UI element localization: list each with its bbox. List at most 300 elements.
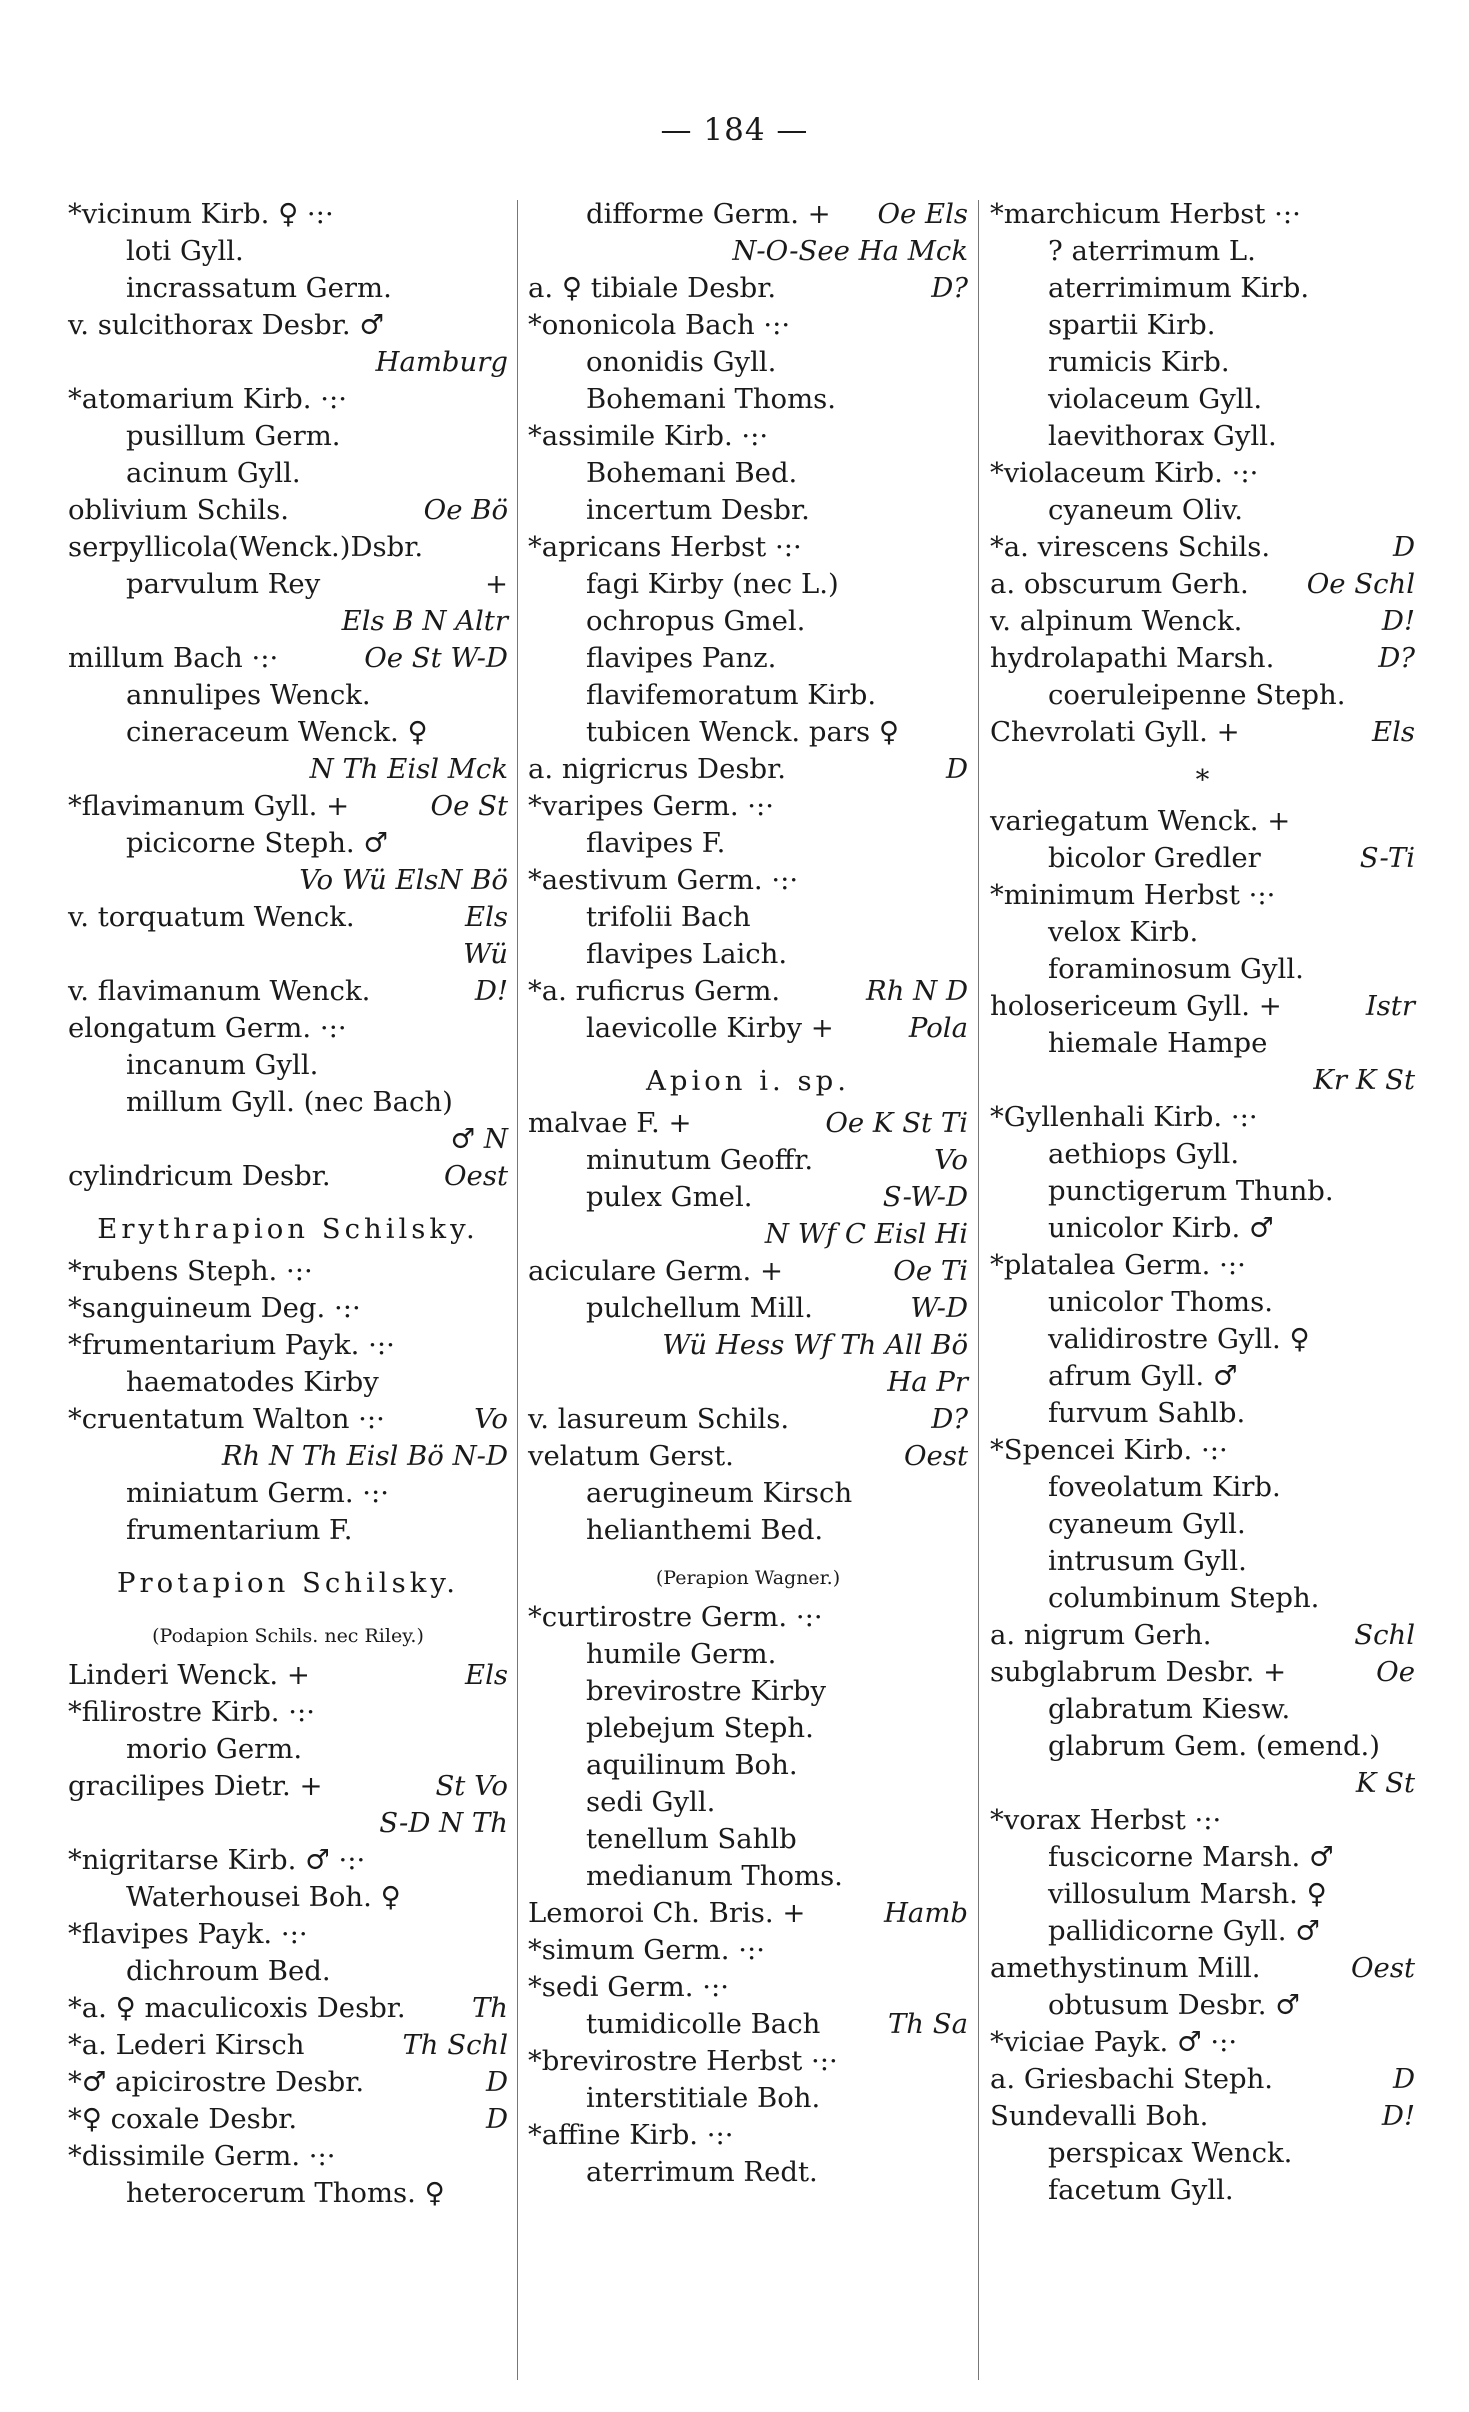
species-name: *frumentarium Payk. ·:· xyxy=(68,1329,395,1361)
species-entry xyxy=(68,1694,508,1731)
species-entry xyxy=(990,1580,1415,1617)
species-name: Bohemani Thoms. xyxy=(586,383,837,415)
distribution-note: Kr K St xyxy=(1313,1064,1415,1096)
species-name: spartii Kirb. xyxy=(1048,309,1216,341)
species-name: *aestivum Germ. ·:· xyxy=(528,864,799,896)
distribution-note: Oe Ti xyxy=(893,1255,968,1287)
species-entry xyxy=(68,233,508,270)
species-name: serpyllicola(Wenck.)Dsbr. xyxy=(68,531,424,563)
species-name: a. obscurum Gerh. xyxy=(990,568,1249,600)
species-name: *flavimanum Gyll. + xyxy=(68,790,350,822)
species-name: v. alpinum Wenck. xyxy=(990,605,1243,637)
species-name: *rubens Steph. ·:· xyxy=(68,1255,313,1287)
column-1 xyxy=(68,196,508,2212)
species-name: coeruleipenne Steph. xyxy=(1048,679,1346,711)
species-entry xyxy=(990,1913,1415,1950)
species-entry xyxy=(528,1636,968,1673)
species-entry xyxy=(68,270,508,307)
species-name: parvulum Rey xyxy=(126,568,321,600)
species-name: *sedi Germ. ·:· xyxy=(528,1971,729,2003)
species-entry xyxy=(990,233,1415,270)
species-entry xyxy=(990,1654,1415,1691)
species-entry xyxy=(528,1253,968,1290)
species-name: glabrum Gem. (emend.) xyxy=(1048,1730,1381,1762)
species-name: unicolor Thoms. xyxy=(1048,1286,1273,1318)
species-name: aterrimum Redt. xyxy=(586,2156,818,2188)
species-name: a. ♀ tibiale Desbr. xyxy=(528,272,777,304)
species-entry xyxy=(990,603,1415,640)
distribution-note: Els B N Altr xyxy=(341,605,508,637)
species-entry xyxy=(990,1617,1415,1654)
species-entry xyxy=(68,344,508,381)
species-name: *sanguineum Deg. ·:· xyxy=(68,1292,361,1324)
distribution-note: Oe St xyxy=(430,790,508,822)
species-entry xyxy=(68,751,508,788)
species-entry xyxy=(528,751,968,788)
species-name: v. lasureum Schils. xyxy=(528,1403,790,1435)
species-entry xyxy=(528,1105,968,1142)
species-name: brevirostre Kirby xyxy=(586,1675,827,1707)
species-entry xyxy=(68,566,508,603)
distribution-note: Pola xyxy=(908,1012,968,1044)
species-name: velatum Gerst. xyxy=(528,1440,734,1472)
species-entry xyxy=(528,1010,968,1047)
species-entry xyxy=(68,1327,508,1364)
species-entry xyxy=(528,1858,968,1895)
species-entry xyxy=(528,1747,968,1784)
species-entry xyxy=(528,233,968,270)
species-name: minutum Geoffr. xyxy=(586,1144,814,1176)
species-name: furvum Sahlb. xyxy=(1048,1397,1246,1429)
distribution-note: Oe Els xyxy=(877,198,968,230)
species-name: laevicolle Kirby + xyxy=(586,1012,834,1044)
species-entry xyxy=(68,381,508,418)
distribution-note: Oe Schl xyxy=(1306,568,1415,600)
column-divider xyxy=(517,200,518,2380)
distribution-note: K St xyxy=(1355,1767,1415,1799)
species-name: afrum Gyll. ♂ xyxy=(1048,1360,1238,1392)
species-entry xyxy=(528,1327,968,1364)
species-entry xyxy=(990,2172,1415,2209)
species-name: hiemale Hampe xyxy=(1048,1027,1268,1059)
species-name: annulipes Wenck. xyxy=(126,679,371,711)
species-name: aethiops Gyll. xyxy=(1048,1138,1240,1170)
species-name: incertum Desbr. xyxy=(586,494,810,526)
distribution-note: D xyxy=(1392,2063,1415,2095)
species-entry xyxy=(68,1401,508,1438)
species-entry xyxy=(990,1728,1415,1765)
species-entry xyxy=(990,307,1415,344)
species-entry xyxy=(68,2175,508,2212)
species-name: obtusum Desbr. ♂ xyxy=(1048,1989,1300,2021)
species-name: plebejum Steph. xyxy=(586,1712,814,1744)
species-name: *atomarium Kirb. ·:· xyxy=(68,383,348,415)
species-entry xyxy=(990,1987,1415,2024)
species-entry xyxy=(990,677,1415,714)
species-entry xyxy=(68,1879,508,1916)
species-name: variegatum Wenck. + xyxy=(990,805,1291,837)
species-name: *brevirostre Herbst ·:· xyxy=(528,2045,838,2077)
species-entry xyxy=(528,1673,968,1710)
species-entry xyxy=(528,2043,968,2080)
distribution-note: D! xyxy=(1381,2100,1415,2132)
species-entry xyxy=(990,1506,1415,1543)
species-entry xyxy=(68,1121,508,1158)
species-entry xyxy=(68,1010,508,1047)
species-name: pulchellum Mill. xyxy=(586,1292,813,1324)
species-entry xyxy=(528,1895,968,1932)
species-name: *dissimile Germ. ·:· xyxy=(68,2140,336,2172)
species-name: *♀ coxale Desbr. xyxy=(68,2103,298,2135)
species-entry xyxy=(68,1768,508,1805)
distribution-note: D xyxy=(485,2066,508,2098)
species-entry xyxy=(68,307,508,344)
species-entry xyxy=(68,714,508,751)
species-entry xyxy=(990,1321,1415,1358)
genus-heading: Erythrapion Schilsky. xyxy=(97,1213,479,1245)
species-entry xyxy=(68,1657,508,1694)
species-name: Chevrolati Gyll. + xyxy=(990,716,1240,748)
species-entry xyxy=(528,1216,968,1253)
species-name: flavipes Panz. xyxy=(586,642,777,674)
section-separator: * xyxy=(1195,764,1210,796)
subgenus-note: (Perapion Wagner.) xyxy=(655,1567,841,1589)
species-name: flavifemoratum Kirb. xyxy=(586,679,877,711)
species-entry xyxy=(68,2064,508,2101)
species-entry xyxy=(68,1475,508,1512)
distribution-note: Wü xyxy=(463,938,508,970)
species-name: *cruentatum Walton ·:· xyxy=(68,1403,385,1435)
species-entry xyxy=(990,803,1415,840)
distribution-note: Hamb xyxy=(883,1897,968,1929)
species-entry xyxy=(68,1805,508,1842)
species-entry xyxy=(528,2117,968,2154)
species-entry xyxy=(68,2138,508,2175)
distribution-note: S-W-D xyxy=(882,1181,968,1213)
species-name: unicolor Kirb. ♂ xyxy=(1048,1212,1274,1244)
species-entry xyxy=(528,1438,968,1475)
species-name: heterocerum Thoms. ♀ xyxy=(126,2177,445,2209)
distribution-note: Vo xyxy=(474,1403,508,1435)
species-entry xyxy=(990,1358,1415,1395)
species-entry xyxy=(528,455,968,492)
species-name: glabratum Kiesw. xyxy=(1048,1693,1291,1725)
distribution-note: S-Ti xyxy=(1359,842,1415,874)
genus-heading: Protapion Schilsky. xyxy=(116,1567,459,1599)
species-entry xyxy=(990,1950,1415,1987)
species-name: facetum Gyll. xyxy=(1048,2174,1234,2206)
species-entry xyxy=(990,1876,1415,1913)
species-name: *affine Kirb. ·:· xyxy=(528,2119,734,2151)
distribution-note: D! xyxy=(1381,605,1415,637)
species-name: tumidicolle Bach xyxy=(586,2008,821,2040)
species-name: trifolii Bach xyxy=(586,901,751,933)
distribution-note: Istr xyxy=(1365,990,1415,1022)
distribution-note: Oe K St Ti xyxy=(825,1107,968,1139)
species-name: oblivium Schils. xyxy=(68,494,290,526)
species-entry xyxy=(68,196,508,233)
species-name: *minimum Herbst ·:· xyxy=(990,879,1276,911)
species-name: hydrolapathi Marsh. xyxy=(990,642,1275,674)
distribution-note: W-D xyxy=(910,1292,968,1324)
species-entry xyxy=(68,936,508,973)
species-entry xyxy=(68,1047,508,1084)
distribution-note: Els xyxy=(465,901,508,933)
distribution-note: Oe St W-D xyxy=(364,642,508,674)
species-name: *nigritarse Kirb. ♂ ·:· xyxy=(68,1844,366,1876)
species-name: *simum Germ. ·:· xyxy=(528,1934,765,1966)
species-entry xyxy=(528,714,968,751)
species-entry xyxy=(68,899,508,936)
species-entry xyxy=(68,640,508,677)
distribution-note: D xyxy=(945,753,968,785)
species-entry xyxy=(68,603,508,640)
species-entry xyxy=(990,1025,1415,1062)
species-entry xyxy=(990,2135,1415,2172)
species-name: foraminosum Gyll. xyxy=(1048,953,1304,985)
species-entry xyxy=(528,936,968,973)
distribution-note: Th xyxy=(471,1992,508,2024)
distribution-note: Th Schl xyxy=(402,2029,508,2061)
species-name: haematodes Kirby xyxy=(126,1366,379,1398)
species-name: rumicis Kirb. xyxy=(1048,346,1230,378)
species-entry xyxy=(990,1173,1415,1210)
species-entry xyxy=(68,1990,508,2027)
species-entry xyxy=(68,1364,508,1401)
distribution-note: Els xyxy=(1372,716,1415,748)
species-name: tubicen Wenck. pars ♀ xyxy=(586,716,899,748)
species-entry xyxy=(528,418,968,455)
distribution-note: N-O-See Ha Mck xyxy=(732,235,968,267)
species-entry xyxy=(528,1784,968,1821)
distribution-note: Oest xyxy=(1351,1952,1415,1984)
species-entry xyxy=(990,566,1415,603)
distribution-note: D xyxy=(485,2103,508,2135)
genus-heading: Apion i. sp. xyxy=(645,1065,850,1097)
species-name: ? aterrimum L. xyxy=(1048,235,1256,267)
species-name: *platalea Germ. ·:· xyxy=(990,1249,1246,1281)
species-name: difforme Germ. + xyxy=(586,198,831,230)
species-name: pallidicorne Gyll. ♂ xyxy=(1048,1915,1320,1947)
species-name: sedi Gyll. xyxy=(586,1786,716,1818)
distribution-note: + xyxy=(484,568,508,600)
species-entry xyxy=(528,1142,968,1179)
species-entry xyxy=(68,1253,508,1290)
species-name: intrusum Gyll. xyxy=(1048,1545,1247,1577)
species-name: a. Griesbachi Steph. xyxy=(990,2063,1274,2095)
species-entry xyxy=(528,1710,968,1747)
species-entry xyxy=(990,2098,1415,2135)
species-entry xyxy=(990,455,1415,492)
species-entry xyxy=(68,788,508,825)
species-entry xyxy=(68,1512,508,1549)
species-entry xyxy=(68,418,508,455)
column-3 xyxy=(990,196,1415,2209)
species-entry xyxy=(68,1953,508,1990)
species-name: ochropus Gmel. xyxy=(586,605,806,637)
species-name: *ononicola Bach ·:· xyxy=(528,309,791,341)
distribution-note: Oe Bö xyxy=(423,494,508,526)
species-name: humile Germ. xyxy=(586,1638,777,1670)
species-entry xyxy=(528,2080,968,2117)
species-name: *a. ♀ maculicoxis Desbr. xyxy=(68,1992,406,2024)
species-entry xyxy=(528,344,968,381)
species-entry xyxy=(68,2027,508,2064)
column-divider xyxy=(978,200,979,2380)
species-name: villosulum Marsh. ♀ xyxy=(1048,1878,1327,1910)
species-entry xyxy=(528,825,968,862)
species-entry xyxy=(528,677,968,714)
column-2 xyxy=(528,196,968,2191)
species-entry xyxy=(990,1284,1415,1321)
species-entry xyxy=(528,603,968,640)
species-entry xyxy=(68,1731,508,1768)
species-entry xyxy=(990,529,1415,566)
species-name: incanum Gyll. xyxy=(126,1049,319,1081)
species-entry xyxy=(990,1691,1415,1728)
species-entry xyxy=(528,1599,968,1636)
species-name: validirostre Gyll. ♀ xyxy=(1048,1323,1310,1355)
species-entry xyxy=(68,862,508,899)
species-entry xyxy=(990,1099,1415,1136)
species-name: *a. Lederi Kirsch xyxy=(68,2029,305,2061)
distribution-note: Th Sa xyxy=(887,2008,968,2040)
species-name: *filirostre Kirb. ·:· xyxy=(68,1696,316,1728)
species-name: loti Gyll. xyxy=(126,235,244,267)
species-entry xyxy=(990,1839,1415,1876)
species-name: cylindricum Desbr. xyxy=(68,1160,331,1192)
species-name: a. nigrum Gerh. xyxy=(990,1619,1212,1651)
species-name: malvae F. + xyxy=(528,1107,692,1139)
species-entry xyxy=(68,1438,508,1475)
species-name: flavipes Laich. xyxy=(586,938,788,970)
species-name: holosericeum Gyll. + xyxy=(990,990,1282,1022)
species-name: *viciae Payk. ♂ ·:· xyxy=(990,2026,1238,2058)
species-entry xyxy=(528,1969,968,2006)
species-name: *apricans Herbst ·:· xyxy=(528,531,802,563)
species-name: *Gyllenhali Kirb. ·:· xyxy=(990,1101,1258,1133)
species-name: punctigerum Thunb. xyxy=(1048,1175,1334,1207)
species-entry xyxy=(990,381,1415,418)
species-entry xyxy=(990,1395,1415,1432)
species-name: *vicinum Kirb. ♀ ·:· xyxy=(68,198,334,230)
species-entry xyxy=(528,788,968,825)
species-name: *marchicum Herbst ·:· xyxy=(990,198,1301,230)
species-name: medianum Thoms. xyxy=(586,1860,843,1892)
species-name: tenellum Sahlb xyxy=(586,1823,797,1855)
species-entry xyxy=(528,973,968,1010)
species-name: Waterhousei Boh. ♀ xyxy=(126,1881,401,1913)
distribution-note: ♂ N xyxy=(450,1123,508,1155)
species-name: columbinum Steph. xyxy=(1048,1582,1320,1614)
species-entry xyxy=(68,677,508,714)
species-entry xyxy=(528,1932,968,1969)
species-name: *curtirostre Germ. ·:· xyxy=(528,1601,823,1633)
distribution-note: D xyxy=(1392,531,1415,563)
distribution-note: Oest xyxy=(904,1440,968,1472)
species-name: helianthemi Bed. xyxy=(586,1514,824,1546)
species-entry xyxy=(990,418,1415,455)
distribution-note: Rh N Th Eisl Bö N-D xyxy=(221,1440,508,1472)
species-entry xyxy=(990,988,1415,1025)
species-name: Linderi Wenck. + xyxy=(68,1659,310,1691)
distribution-note: Schl xyxy=(1354,1619,1415,1651)
species-entry xyxy=(528,1401,968,1438)
species-name: cyaneum Gyll. xyxy=(1048,1508,1246,1540)
species-name: pusillum Germ. xyxy=(126,420,341,452)
species-entry xyxy=(990,877,1415,914)
distribution-note: Els xyxy=(465,1659,508,1691)
species-name: cyaneum Oliv. xyxy=(1048,494,1243,526)
species-entry xyxy=(528,492,968,529)
species-entry xyxy=(990,951,1415,988)
species-entry xyxy=(528,270,968,307)
species-name: violaceum Gyll. xyxy=(1048,383,1263,415)
species-entry xyxy=(68,1290,508,1327)
species-entry xyxy=(990,344,1415,381)
species-name: aciculare Germ. + xyxy=(528,1255,784,1287)
species-entry xyxy=(990,2024,1415,2061)
page-number: — 184 — xyxy=(660,112,809,148)
species-name: *♂ apicirostre Desbr. xyxy=(68,2066,365,2098)
species-entry xyxy=(990,1765,1415,1802)
distribution-note: St Vo xyxy=(435,1770,508,1802)
distribution-note: N Wf C Eisl Hi xyxy=(764,1218,968,1250)
distribution-note: D? xyxy=(1378,642,1415,674)
species-entry xyxy=(68,455,508,492)
species-entry xyxy=(990,1802,1415,1839)
species-entry xyxy=(990,840,1415,877)
species-entry xyxy=(990,640,1415,677)
species-entry xyxy=(528,381,968,418)
species-entry xyxy=(528,2006,968,2043)
species-entry xyxy=(528,1290,968,1327)
species-name: morio Germ. xyxy=(126,1733,303,1765)
species-entry xyxy=(528,1512,968,1549)
species-entry xyxy=(528,196,968,233)
species-entry xyxy=(68,1916,508,1953)
species-name: fuscicorne Marsh. ♂ xyxy=(1048,1841,1334,1873)
species-name: amethystinum Mill. xyxy=(990,1952,1261,1984)
species-entry xyxy=(528,529,968,566)
species-entry xyxy=(990,1062,1415,1099)
species-entry xyxy=(990,1432,1415,1469)
species-entry xyxy=(528,1364,968,1401)
species-name: pulex Gmel. xyxy=(586,1181,753,1213)
species-entry xyxy=(528,307,968,344)
species-entry xyxy=(528,862,968,899)
species-name: v. sulcithorax Desbr. ♂ xyxy=(68,309,384,341)
species-name: velox Kirb. xyxy=(1048,916,1199,948)
species-entry xyxy=(528,1179,968,1216)
species-name: miniatum Germ. ·:· xyxy=(126,1477,390,1509)
species-name: millum Gyll. (nec Bach) xyxy=(126,1086,453,1118)
species-name: *varipes Germ. ·:· xyxy=(528,790,775,822)
species-name: laevithorax Gyll. xyxy=(1048,420,1277,452)
species-name: *vorax Herbst ·:· xyxy=(990,1804,1222,1836)
species-entry xyxy=(990,914,1415,951)
distribution-note: Oe xyxy=(1376,1656,1415,1688)
species-entry xyxy=(990,1210,1415,1247)
species-entry xyxy=(528,1475,968,1512)
species-entry xyxy=(990,196,1415,233)
species-name: a. nigricrus Desbr. xyxy=(528,753,786,785)
distribution-note: S-D N Th xyxy=(379,1807,508,1839)
species-name: *a. virescens Schils. xyxy=(990,531,1271,563)
species-name: aterrimimum Kirb. xyxy=(1048,272,1310,304)
species-name: interstitiale Boh. xyxy=(586,2082,821,2114)
species-entry xyxy=(68,492,508,529)
